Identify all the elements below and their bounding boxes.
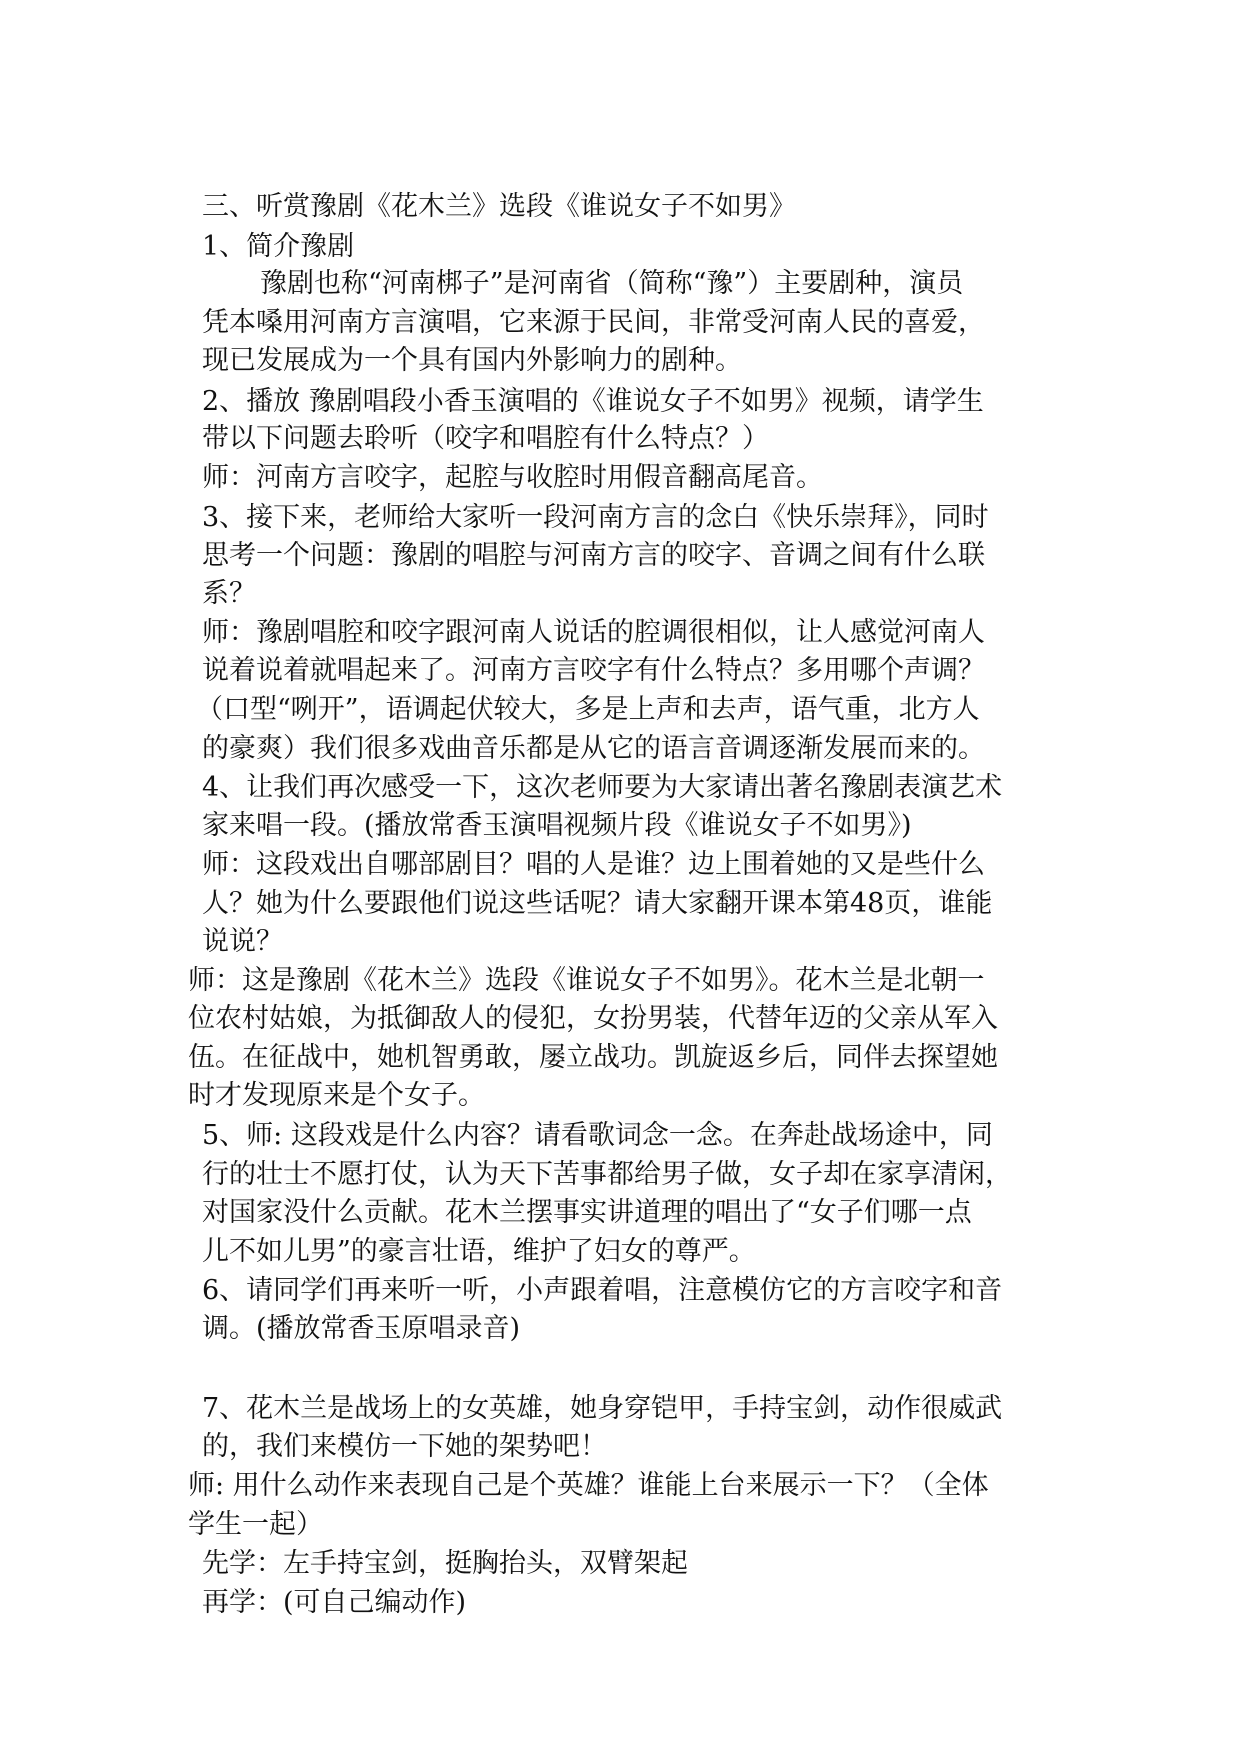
paragraph-line: 师：豫剧唱腔和咬字跟河南人说话的腔调很相似，让人感觉河南人	[202, 617, 985, 648]
paragraph-line: 调。(播放常香玉原唱录音)	[202, 1313, 521, 1344]
paragraph-line: （口型“咧开”，语调起伏较大，多是上声和去声，语气重，北方人	[196, 694, 980, 725]
paragraph-line: 人？她为什么要跟他们说这些话呢？请大家翻开课本第48页，谁能	[202, 888, 993, 919]
paragraph-line: 伍。在征战中，她机智勇敢，屡立战功。凯旋返乡后，同伴去探望她	[188, 1042, 998, 1073]
paragraph-line: 4、让我们再次感受一下，这次老师要为大家请出著名豫剧表演艺术	[202, 772, 1003, 803]
paragraph-line: 系？	[202, 578, 256, 609]
paragraph-line: 先学：左手持宝剑，挺胸抬头，双臂架起	[202, 1548, 688, 1579]
paragraph-line: 再学：(可自己编动作)	[202, 1587, 467, 1618]
paragraph-line: 的豪爽）我们很多戏曲音乐都是从它的语言音调逐渐发展而来的。	[202, 733, 985, 764]
paragraph-line: 说着说着就唱起来了。河南方言咬字有什么特点？多用哪个声调？	[202, 655, 985, 686]
paragraph-line: 学生一起）	[188, 1509, 323, 1540]
paragraph-line: 豫剧也称“河南梆子”是河南省（简称“豫”）主要剧种，演员	[260, 268, 964, 299]
paragraph-line: 带以下问题去聆听（咬字和唱腔有什么特点？）	[202, 423, 769, 454]
paragraph-line: 对国家没什么贡献。花木兰摆事实讲道理的唱出了“女子们哪一点	[202, 1197, 972, 1228]
paragraph-line: 3、接下来，老师给大家听一段河南方言的念白《快乐崇拜》，同时	[202, 502, 989, 533]
paragraph-line: 家来唱一段。(播放常香玉演唱视频片段《谁说女子不如男》)	[202, 810, 912, 841]
paragraph-line: 师：这段戏出自哪部剧目？唱的人是谁？边上围着她的又是些什么	[202, 849, 985, 880]
paragraph-line: 思考一个问题：豫剧的唱腔与河南方言的咬字、音调之间有什么联	[202, 540, 985, 571]
paragraph-line: 6、请同学们再来听一听，小声跟着唱，注意模仿它的方言咬字和音	[202, 1275, 1003, 1306]
step-heading: 1、简介豫剧	[202, 231, 355, 262]
paragraph-line: 位农村姑娘，为抵御敌人的侵犯，女扮男装，代替年迈的父亲从军入	[188, 1003, 998, 1034]
paragraph-line: 师：河南方言咬字，起腔与收腔时用假音翻高尾音。	[202, 462, 823, 493]
paragraph-line: 儿不如儿男”的豪言壮语，维护了妇女的尊严。	[202, 1236, 756, 1267]
paragraph-line: 现已发展成为一个具有国内外影响力的剧种。	[202, 345, 742, 376]
paragraph-line: 师: 用什么动作来表现自己是个英雄？谁能上台来展示一下？（全体	[188, 1470, 989, 1501]
paragraph-line: 的，我们来模仿一下她的架势吧！	[202, 1431, 607, 1462]
paragraph-line: 师：这是豫剧《花木兰》选段《谁说女子不如男》。花木兰是北朝一	[188, 965, 985, 996]
paragraph-line: 2、播放 豫剧唱段小香玉演唱的《谁说女子不如男》视频，请学生	[202, 386, 984, 417]
paragraph-line: 说说？	[202, 926, 283, 957]
section-heading: 三、听赏豫剧《花木兰》选段《谁说女子不如男》	[202, 191, 796, 222]
paragraph-line: 行的壮士不愿打仗，认为天下苦事都给男子做，女子却在家享清闲，	[202, 1159, 1012, 1190]
paragraph-line: 7、花木兰是战场上的女英雄，她身穿铠甲，手持宝剑，动作很威武	[202, 1393, 1003, 1424]
paragraph-line: 凭本嗓用河南方言演唱，它来源于民间，非常受河南人民的喜爱，	[202, 307, 985, 338]
paragraph-line: 时才发现原来是个女子。	[188, 1080, 485, 1111]
paragraph-line: 5、师: 这段戏是什么内容？请看歌词念一念。在奔赴战场途中，同	[202, 1120, 993, 1151]
